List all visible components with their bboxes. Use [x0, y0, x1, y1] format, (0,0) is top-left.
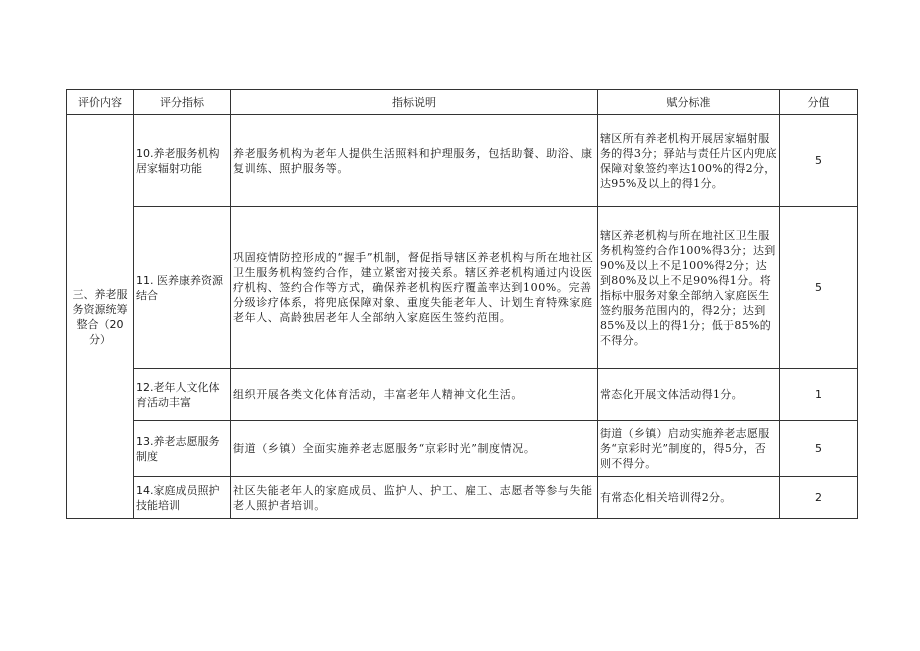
header-description: 指标说明 — [231, 90, 598, 115]
header-score: 分值 — [780, 90, 858, 115]
score-cell: 5 — [780, 421, 858, 477]
standard-cell: 街道（乡镇）启动实施养老志愿服务“京彩时光”制度的，得5分，否则不得分。 — [598, 421, 780, 477]
category-cell: 三、养老服务资源统筹整合（20分） — [67, 115, 134, 519]
standard-cell: 辖区养老机构与所在地社区卫生服务机构签约合作100%得3分；达到90%及以上不足100%得2分；达到80%及以上不足90%得1分。将指标中服务对象全部纳入家庭医生签约服务范围内的，得2分；达到85%及以上的得1分；低于85%的不得分。 — [598, 207, 780, 369]
score-cell: 1 — [780, 369, 858, 421]
description-cell: 养老服务机构为老年人提供生活照料和护理服务，包括助餐、助浴、康复训练、照护服务等。 — [231, 115, 598, 207]
table-row — [67, 421, 858, 477]
description-cell: 街道（乡镇）全面实施养老志愿服务“京彩时光”制度情况。 — [231, 421, 598, 477]
table-row — [67, 369, 858, 421]
indicator-cell: 14.家庭成员照护技能培训 — [134, 477, 231, 519]
standard-cell: 有常态化相关培训得2分。 — [598, 477, 780, 519]
description-cell: 巩固疫情防控形成的“握手”机制，督促指导辖区养老机构与所在地社区卫生服务机构签约合作，建立紧密对接关系。辖区养老机构通过内设医疗机构、签约合作等方式，确保养老机构医疗覆盖率达到100%。完善分级诊疗体系，将兜底保障对象、重度失能老年人、计划生育特殊家庭老年人、高龄独居老年人全部纳入家庭医生签约范围。 — [231, 207, 598, 369]
table-row — [67, 207, 858, 369]
indicator-cell: 12.老年人文化体育活动丰富 — [134, 369, 231, 421]
header-standard: 赋分标准 — [598, 90, 780, 115]
header-row — [67, 90, 858, 115]
score-cell: 5 — [780, 115, 858, 207]
header-content: 评价内容 — [67, 90, 134, 115]
indicator-cell: 11. 医养康养资源结合 — [134, 207, 231, 369]
score-cell: 2 — [780, 477, 858, 519]
description-cell: 组织开展各类文化体育活动，丰富老年人精神文化生活。 — [231, 369, 598, 421]
standard-cell: 辖区所有养老机构开展居家辐射服务的得3分；驿站与责任片区内兜底保障对象签约率达100%的得2分，达95%及以上的得1分。 — [598, 115, 780, 207]
indicator-cell: 13.养老志愿服务制度 — [134, 421, 231, 477]
table-row — [67, 477, 858, 519]
table-row — [67, 115, 858, 207]
indicator-cell: 10.养老服务机构居家辐射功能 — [134, 115, 231, 207]
header-indicator: 评分指标 — [134, 90, 231, 115]
score-cell: 5 — [780, 207, 858, 369]
description-cell: 社区失能老年人的家庭成员、监护人、护工、雇工、志愿者等参与失能老人照护者培训。 — [231, 477, 598, 519]
evaluation-table — [66, 89, 858, 519]
standard-cell: 常态化开展文体活动得1分。 — [598, 369, 780, 421]
